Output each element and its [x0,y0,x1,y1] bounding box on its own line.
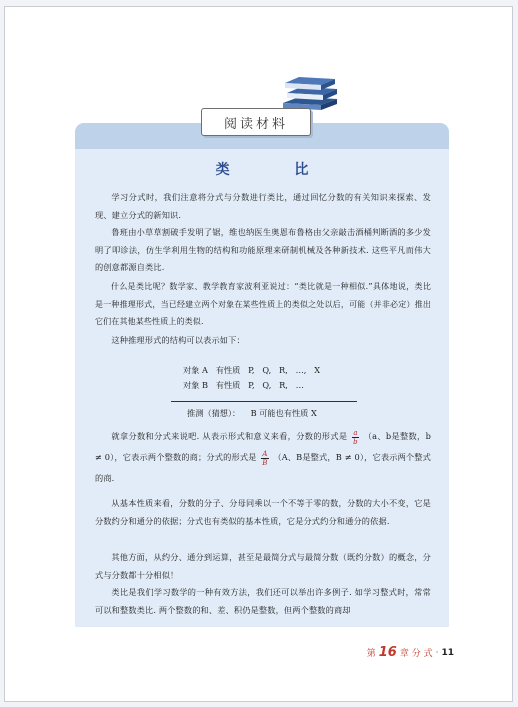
page-number: 11 [441,647,454,658]
inference-rule-line [171,401,357,402]
paragraph-5-part-a: 就拿分数和分式来说吧. 从表示形式和意义来看，分数的形式是 [111,431,348,441]
footer-separator: · [435,647,439,658]
paragraph-4: 这种推理形式的结构可以表示如下： [111,335,245,345]
paragraph-1: 学习分式时，我们注意将分式与分数进行类比，通过回忆分数的有关知识来探索、发现、建立分式的新知识. [95,192,431,220]
reading-material-tag: 阅读材料 [201,108,311,136]
scheme-inference: 推测（猜想）： B 可能也有性质 X [187,408,317,418]
paragraph-7: 其他方面，从约分、通分到运算，甚至是最简分式与最简分数（既约分数）的概念，分式与分数都十分相似！ [95,552,431,580]
fraction-A-over-B: $\frac{A}{B}$ [262,449,268,467]
paragraph-5-part-c: （A、B是整式，B ≠ 0），它表示两个整式的商. [95,452,431,483]
page-footer [367,645,454,660]
paragraph-2: 鲁班由小草草割破手发明了锯，维也纳医生奥恩布鲁格由父亲敲击酒桶判断酒的多少发明了叩诊法，仿生学利用生物的结构和功能原理来研制机械及各种新技术. 这些平凡而伟大的创意都源自类比. [95,227,431,272]
paragraph-3: 什么是类比呢？数学家、教学教育家波利亚说过：“类比就是一种相似.”具体地说，类比是一种推理形式，当已经建立两个对象在某些性质上的类似之处以后，可能（并非必定）推出它们在其他某些性质上的类似. [95,282,431,326]
chapter-prefix: 第 [366,649,376,659]
section-title: 类 比 [215,162,339,178]
chapter-title: 章 分 式 [399,649,433,659]
scheme-object-a: 对象 A 有性质 P, Q, R, …, X [183,365,321,375]
reading-panel [75,149,449,627]
chapter-number: 16 [378,645,397,660]
stacked-books-icon [277,75,341,111]
paragraph-5-part-b: （a、b是整数，b ≠ 0），它表示两个整数的商；分式的形式是 [95,431,431,462]
textbook-page [4,6,513,702]
scheme-object-b: 对象 B 有性质 P, Q, R, … [183,380,304,390]
paragraph-6: 从基本性质来看，分数的分子、分母同乘以一个不等于零的数，分数的大小不变，它是分数约分和通分的依据；分式也有类似的基本性质，它是分式约分和通分的依据. [95,498,431,526]
paragraph-5 [95,426,431,489]
fraction-a-over-b: $\frac{a}{b}$ [353,428,358,446]
paragraph-8: 类比是我们学习数学的一种有效方法，我们还可以举出许多例子. 如学习整式时，常常可以和整数类比. 两个整数的和、差、积仍是整数，但两个整数的商却 [95,587,431,615]
